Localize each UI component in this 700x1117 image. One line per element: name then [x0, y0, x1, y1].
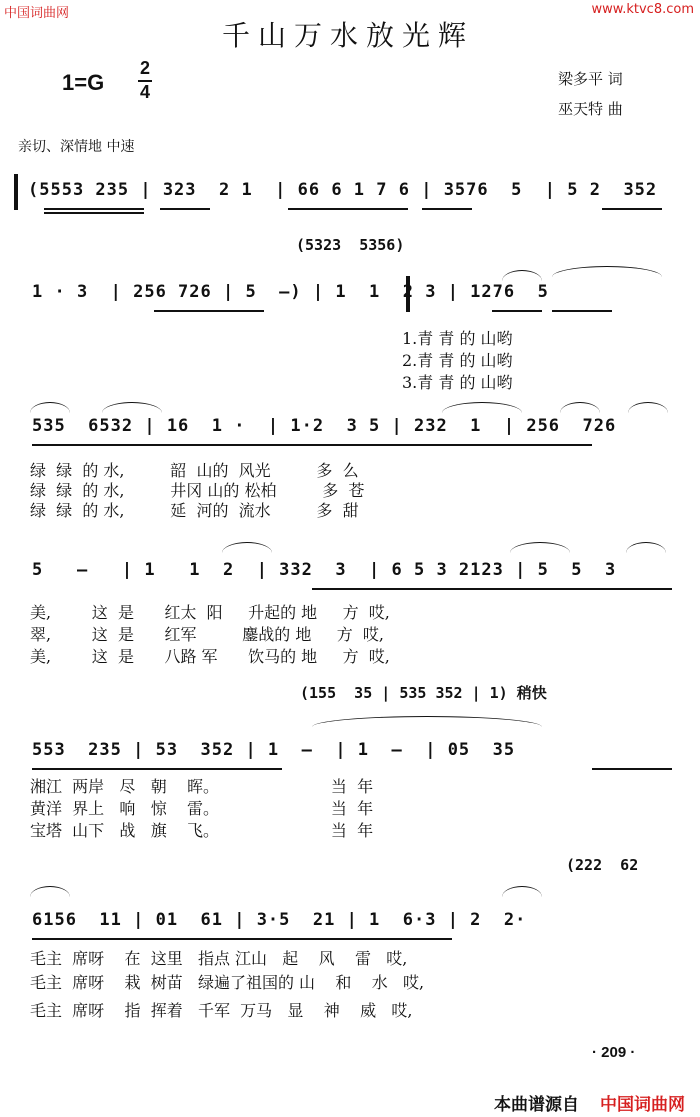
composer: 巫天特 曲	[558, 100, 623, 118]
time-signature-top: 2	[140, 58, 151, 78]
staff-row-6	[22, 898, 682, 948]
bracket-notes-row-5: (155 35 | 535 352 | 1) 稍快	[300, 684, 547, 702]
page-number: · 209 ·	[592, 1044, 636, 1061]
watermark-left: 中国词曲网	[4, 6, 70, 21]
notes-row-1: (5553 235 | 323 2 1 | 66 6 1 7 6 | 3576 5 | 5 2 352	[28, 180, 658, 200]
repeat-barline	[14, 174, 18, 210]
notes-row-4: 5 — | 1 1 2 | 332 3 | 6 5 3 2123 | 5 5 3	[32, 560, 617, 580]
lyrics-row-4-verse-1: 美, 这 是 红太 阳 升起的 地 方 哎,	[30, 603, 390, 622]
lyrics-row-6-verse-1: 毛主 席呀 在 这里 指点 江山 起 风 雷 哎,	[30, 949, 408, 968]
lyrics-row-4-verse-2: 翠, 这 是 红军 鏖战的 地 方 哎,	[30, 625, 385, 644]
lyrics-row-2-verse-3: 3.青 青 的 山哟	[402, 373, 513, 392]
lyrics-row-6-verse-3: 毛主 席呀 指 挥着 千军 万马 显 神 威 哎,	[30, 1001, 413, 1020]
lyrics-row-3-verse-2: 绿 绿 的 水, 井冈 山的 松柏 多 苍	[30, 481, 365, 500]
footer-label: 本曲谱源自	[494, 1095, 579, 1115]
staff-row-5	[22, 728, 682, 778]
song-title: 千山万水放光辉	[222, 19, 475, 52]
notes-row-3: 535 6532 | 16 1 · | 1·2 3 5 | 232 1 | 256 726	[32, 416, 617, 436]
footer-brand: 中国词曲网	[600, 1095, 685, 1115]
tempo-marking: 亲切、深情地 中速	[18, 139, 135, 155]
lyrics-row-2-verse-1: 1.青 青 的 山哟	[402, 329, 513, 348]
lyrics-row-3-verse-1: 绿 绿 的 水, 韶 山的 风光 多 么	[30, 461, 359, 480]
notes-row-6: 6156 11 | 01 61 | 3·5 21 | 1 6·3 | 2 2·	[32, 910, 527, 930]
lyrics-row-3-verse-3: 绿 绿 的 水, 延 河的 流水 多 甜	[30, 501, 359, 520]
staff-row-2	[22, 270, 682, 320]
staff-row-4	[22, 548, 682, 598]
bracket-notes-row-2: (5323 5356)	[296, 236, 405, 254]
staff-row-3	[22, 404, 682, 454]
notes-row-5: 553 235 | 53 352 | 1 — | 1 — | 05 35	[32, 740, 516, 760]
lyrics-row-5-verse-3: 宝塔 山下 战 旗 飞。 当 年	[30, 821, 374, 840]
time-signature-bottom: 4	[140, 82, 151, 102]
lyrics-row-6-verse-2: 毛主 席呀 栽 树苗 绿遍了祖国的 山 和 水 哎,	[30, 973, 425, 992]
lyricist: 梁多平 词	[558, 70, 623, 88]
staff-row-1	[22, 168, 682, 218]
key-signature: 1=G	[62, 70, 105, 95]
bracket-notes-row-6: (222 62	[566, 856, 639, 874]
lyrics-row-4-verse-3: 美, 这 是 八路 军 饮马的 地 方 哎,	[30, 647, 390, 666]
lyrics-row-2-verse-2: 2.青 青 的 山哟	[402, 351, 513, 370]
lyrics-row-5-verse-2: 黄洋 界上 响 惊 雷。 当 年	[30, 799, 374, 818]
lyrics-row-5-verse-1: 湘江 两岸 尽 朝 晖。 当 年	[30, 777, 374, 796]
watermark-right: www.ktvc8.com	[591, 2, 694, 17]
notes-row-2: 1 · 3 | 256 726 | 5 —) | 1 1 2 3 | 1276 5	[32, 282, 549, 302]
